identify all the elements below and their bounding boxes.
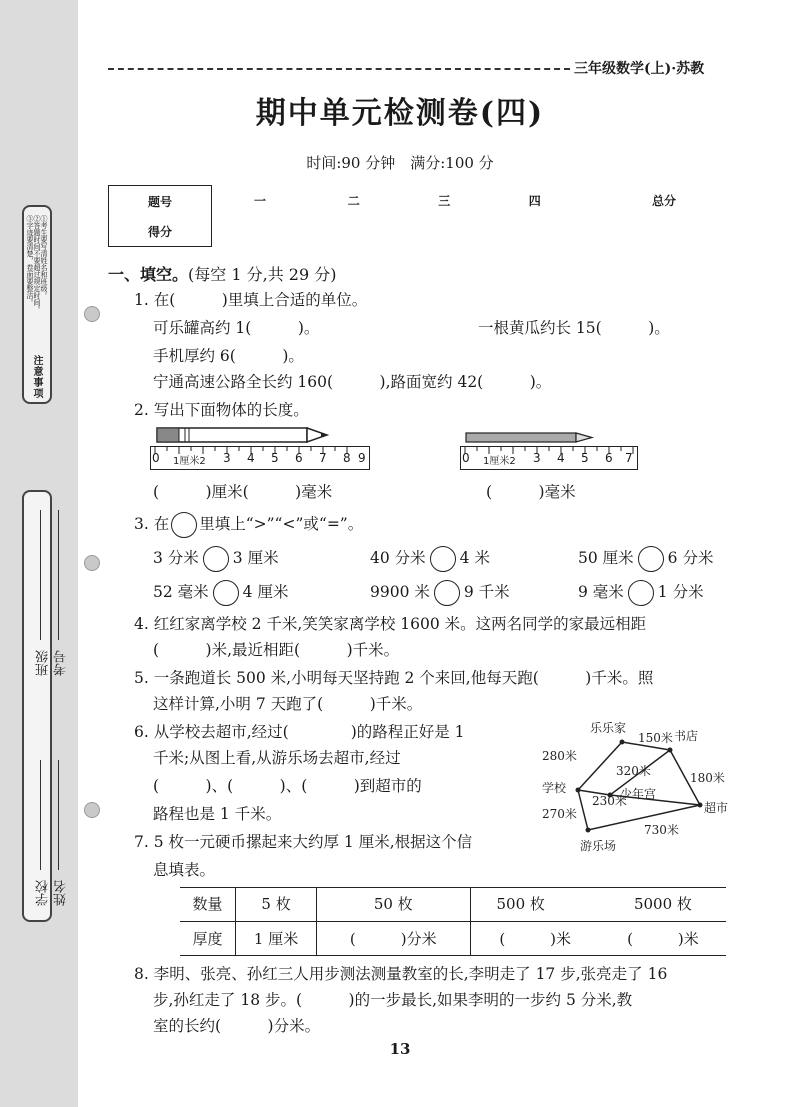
compare-right: 6 分米 [667,549,714,567]
compare-left: 9900 米 [370,583,430,601]
ruler-tick-label: 1厘米2 [173,456,206,467]
coin-cell: 5000 枚 [600,887,726,921]
pencil-image [155,424,335,446]
map-place: 少年宫 [620,787,657,801]
section-title: 一、填空。 [108,265,189,284]
ruler-tick-label: 8 [343,451,351,465]
q1-item: 一根黄瓜约长 15( )。 [478,319,670,337]
compare-item [578,580,704,606]
map-place: 游乐场 [580,839,617,853]
compare-circle[interactable] [213,580,239,606]
q1-item: 可乐罐高约 1( )。 [153,319,320,337]
score-row-label: 题号 [109,186,212,217]
compare-left: 52 毫米 [153,583,209,601]
score-cell[interactable] [212,216,309,247]
ruler-tick-label: 5 [271,451,279,465]
score-col: 三 [438,194,451,209]
route-map [540,720,760,860]
q6-line: 路程也是 1 千米。 [153,805,282,823]
map-distance: 320米 [616,764,651,778]
notice-box [22,205,52,404]
notice-line: ③字迹要清楚，卷面要整洁。 [26,215,34,306]
compare-item [153,580,288,606]
q1-item: 手机厚约 6( )。 [153,347,304,365]
q7-line: 息填表。 [153,861,216,879]
section-note: (每空 1 分,共 29 分) [188,265,337,284]
ruler-2 [460,446,638,470]
coin-cell: 厚度 [192,929,223,948]
compare-item [370,546,490,572]
ruler-tick-label: 7 [625,451,633,465]
compare-circle[interactable] [434,580,460,606]
score-cell[interactable] [489,216,580,247]
q7-line: 7. 5 枚一元硬币摞起来大约厚 1 厘米,根据这个信 [134,833,473,851]
q3-stem [134,512,363,538]
map-distance: 270米 [542,807,577,821]
ruler-tick-label: 0 [152,451,160,465]
score-col: 二 [347,194,360,209]
compare-left: 3 分米 [153,549,199,567]
ruler-tick-label: 1厘米2 [483,456,516,467]
ruler-tick-label: 0 [462,451,470,465]
notice-line: ①考生要写清姓名和班级。 [40,215,48,299]
rod-image [464,430,596,446]
ruler-tick-label: 3 [533,451,541,465]
score-table [108,185,748,247]
coin-answer-cell[interactable]: ( )分米 [317,921,470,955]
ruler-tick-label: 6 [605,451,613,465]
compare-circle[interactable] [430,546,456,572]
map-place: 学校 [542,781,567,795]
compare-item [578,546,713,572]
compare-circle[interactable] [638,546,664,572]
coin-cell: 500 枚 [470,887,600,921]
field-school-label: 学校 [36,880,51,906]
ruler-tick-label: 7 [319,451,327,465]
field-number-label: 考号 [54,650,69,676]
q4-line: ( )米,最近相距( )千米。 [153,641,400,659]
compare-left: 50 厘米 [578,549,634,567]
q2-answer-1: ( )厘米( )毫米 [153,483,333,501]
compare-left: 40 分米 [370,549,426,567]
ruler-tick-label: 6 [295,451,303,465]
q1-stem: 1. 在( )里填上合适的单位。 [134,291,368,309]
compare-circle-icon [171,512,197,538]
ruler-tick-label: 3 [223,451,231,465]
series-label: 三年级数学(上)·苏教 [574,61,705,77]
compare-right: 4 厘米 [242,583,289,601]
map-distance: 280米 [542,749,577,763]
score-col: 总分 [651,194,676,209]
compare-item [153,546,279,572]
field-class-line[interactable] [40,510,41,640]
field-name-label: 姓名 [54,880,69,906]
binding-hole [84,555,100,571]
score-cell[interactable] [580,216,748,247]
binding-hole [84,802,100,818]
q8-line: 步,孙红走了 18 步。( )的一步最长,如果李明的一步约 5 分米,教 [153,991,633,1009]
q1-item: 宁通高速公路全长约 160( ),路面宽约 42( )。 [153,373,552,391]
field-class-label: 班级 [36,650,51,676]
page-title: 期中单元检测卷(四) [255,96,545,131]
q6-line: 千米;从图上看,从游乐场去超市,经过 [153,749,401,767]
q3-stem-b: 里填上“>”“<”或“=”。 [199,515,364,533]
q5-line: 这样计算,小明 7 天跑了( )千米。 [153,695,423,713]
q8-line: 室的长约( )分米。 [153,1017,321,1035]
score-col: 一 [253,194,266,209]
q8-line: 8. 李明、张亮、孙红三人用步测法测量教室的长,李明走了 17 步,张亮走了 16 [134,965,668,983]
exam-info: 时间:90 分钟 满分:100 分 [306,154,494,172]
coin-table [180,887,726,955]
coin-cell: 5 枚 [236,887,317,921]
compare-right: 1 分米 [657,583,704,601]
coin-answer-cell[interactable]: ( )米 [627,929,699,948]
q2-stem: 2. 写出下面物体的长度。 [134,401,309,419]
field-number-line[interactable] [58,510,59,640]
compare-right: 4 米 [459,549,490,567]
map-distance: 730米 [644,823,679,837]
map-distance: 230米 [592,794,627,808]
map-place: 书店 [674,729,699,743]
map-place: 乐乐家 [590,721,627,735]
coin-cell: 50 枚 [317,887,470,921]
binding-hole [84,306,100,322]
notice-line: ②答题时间不要超过规定时间。 [33,215,41,313]
score-cell[interactable] [308,216,399,247]
q2-answer-2: ( )毫米 [486,483,576,501]
notice-text [26,215,47,350]
q5-line: 5. 一条跑道长 500 米,小明每天坚持跑 2 个来回,他每天跑( )千米。照 [134,669,654,687]
field-school-line[interactable] [40,760,41,870]
ruler-tick-label: 4 [247,451,255,465]
map-place: 超市 [704,801,729,815]
ruler-1 [150,446,370,470]
compare-circle[interactable] [203,546,229,572]
ruler-tick-label: 5 [581,451,589,465]
coin-cell: 1 厘米 [236,921,317,955]
q4-line: 4. 红红家离学校 2 千米,笑笑家离学校 1600 米。这两名同学的家最远相距 [134,615,647,633]
compare-item [370,580,510,606]
section-heading [108,262,336,285]
q6-line: ( )、( )、( )到超市的 [153,777,422,795]
map-distance: 150米 [638,731,673,745]
q3-stem-a: 3. 在 [134,515,170,533]
coin-answer-cell[interactable]: ( )米 [470,921,600,955]
score-row-label: 得分 [109,216,212,247]
coin-cell: 数量 [180,887,236,921]
header-dashed-rule [108,68,570,70]
field-name-line[interactable] [58,760,59,870]
page-number: 13 [389,1040,411,1058]
compare-left: 9 毫米 [578,583,624,601]
score-cell[interactable] [399,216,490,247]
student-info-box [22,490,52,922]
notice-title: 注意事项 [31,355,42,399]
q6-line: 6. 从学校去超市,经过( )的路程正好是 1 [134,723,465,741]
map-distance: 180米 [690,771,725,785]
ruler-tick-label: 4 [557,451,565,465]
ruler-tick-label: 9 [358,451,366,465]
table-rule [180,955,726,956]
compare-circle[interactable] [628,580,654,606]
compare-right: 3 厘米 [232,549,279,567]
score-col: 四 [528,194,541,209]
compare-right: 9 千米 [463,583,510,601]
